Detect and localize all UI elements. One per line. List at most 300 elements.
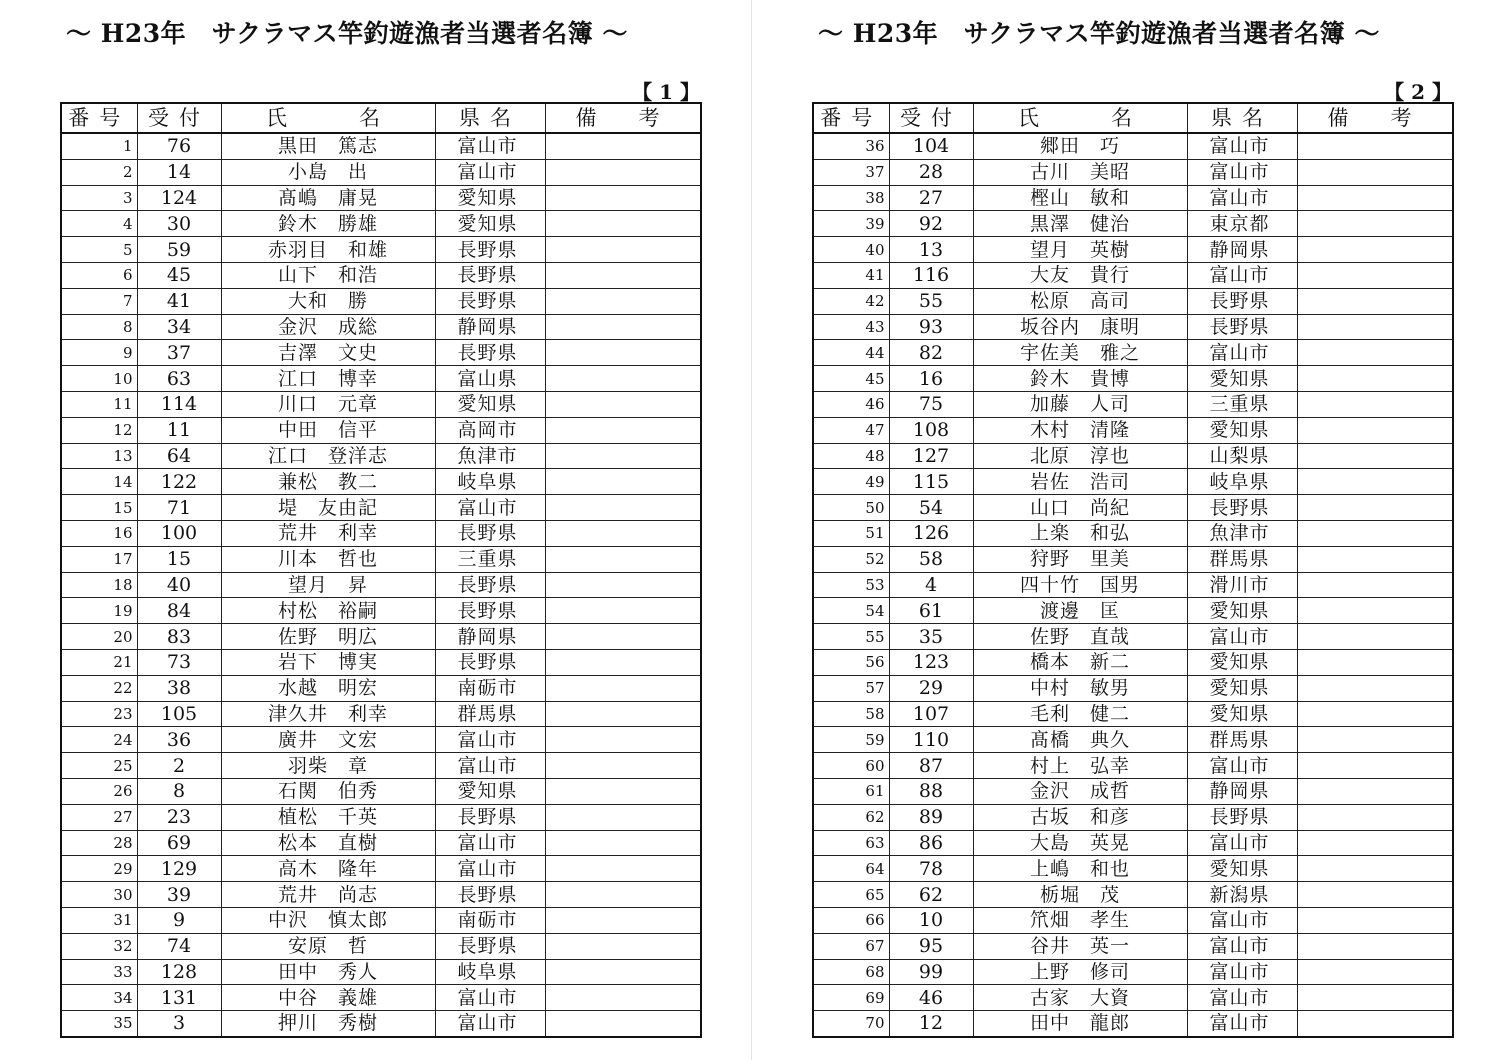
header-reception: 受付 [137,103,221,133]
table-row [61,340,701,366]
prefecture: 富山市 [1187,830,1297,856]
remarks [545,159,701,185]
table-row [61,262,701,288]
person-name: 鈴木 貴博 [973,366,1187,392]
prefecture: 富山市 [1187,1011,1297,1037]
person-name: 岩下 博実 [221,649,435,675]
row-number: 18 [61,572,137,598]
remarks [1297,959,1453,985]
prefecture: 富山市 [435,159,545,185]
prefecture: 長野県 [435,933,545,959]
remarks [545,701,701,727]
table-row [813,314,1453,340]
person-name: 小島 出 [221,159,435,185]
person-name: 村松 裕嗣 [221,598,435,624]
reception-number: 88 [889,778,973,804]
center-fold-line [751,0,752,1060]
remarks [1297,701,1453,727]
table-row [61,701,701,727]
table-row [813,366,1453,392]
prefecture: 富山市 [435,830,545,856]
row-number: 29 [61,856,137,882]
person-name: 川口 元章 [221,391,435,417]
table-row [813,598,1453,624]
person-name: 黒澤 健治 [973,211,1187,237]
person-name: 宇佐美 雅之 [973,340,1187,366]
row-number: 8 [61,314,137,340]
person-name: 羽柴 章 [221,753,435,779]
table-row [813,185,1453,211]
row-number: 5 [61,237,137,263]
header-prefecture: 県名 [1187,103,1297,133]
row-number: 47 [813,417,889,443]
table-row [813,649,1453,675]
table-row [813,1011,1453,1037]
person-name: 望月 昇 [221,572,435,598]
table-row [61,649,701,675]
table-row [813,778,1453,804]
person-name: 谷井 英一 [973,933,1187,959]
table-row [813,417,1453,443]
row-number: 6 [61,262,137,288]
remarks [1297,598,1453,624]
table-row [61,133,701,159]
remarks [545,882,701,908]
page-number: 【 1 】 [632,80,700,104]
table-row [61,288,701,314]
person-name: 赤羽目 和雄 [221,237,435,263]
table-row [61,495,701,521]
prefecture: 愛知県 [435,185,545,211]
prefecture: 長野県 [1187,495,1297,521]
prefecture: 岐阜県 [435,469,545,495]
person-name: 樫山 敏和 [973,185,1187,211]
table-row [61,572,701,598]
row-number: 51 [813,520,889,546]
person-name: 古坂 和彦 [973,804,1187,830]
prefecture: 三重県 [435,546,545,572]
reception-number: 29 [889,675,973,701]
remarks [1297,675,1453,701]
remarks [1297,546,1453,572]
reception-number: 122 [137,469,221,495]
person-name: 荒井 尚志 [221,882,435,908]
row-number: 59 [813,727,889,753]
prefecture: 高岡市 [435,417,545,443]
table-row [61,1011,701,1037]
reception-number: 46 [889,985,973,1011]
remarks [545,211,701,237]
remarks [1297,856,1453,882]
header-remarks: 備 考 [545,103,701,133]
reception-number: 73 [137,649,221,675]
person-name: 望月 英樹 [973,237,1187,263]
person-name: 鈴木 勝雄 [221,211,435,237]
table-row [813,340,1453,366]
prefecture: 長野県 [435,649,545,675]
roster-body [61,133,701,1037]
row-number: 14 [61,469,137,495]
row-number: 43 [813,314,889,340]
reception-number: 131 [137,985,221,1011]
reception-number: 82 [889,340,973,366]
row-number: 37 [813,159,889,185]
prefecture: 富山市 [435,856,545,882]
row-number: 23 [61,701,137,727]
row-number: 41 [813,262,889,288]
prefecture: 富山市 [1187,159,1297,185]
reception-number: 107 [889,701,973,727]
reception-number: 14 [137,159,221,185]
person-name: 吉澤 文史 [221,340,435,366]
person-name: 山下 和浩 [221,262,435,288]
person-name: 狩野 里美 [973,546,1187,572]
reception-number: 114 [137,391,221,417]
table-row [61,675,701,701]
table-row [813,469,1453,495]
remarks [545,649,701,675]
remarks [1297,1011,1453,1037]
reception-number: 129 [137,856,221,882]
prefecture: 長野県 [435,520,545,546]
remarks [1297,933,1453,959]
person-name: 古家 大資 [973,985,1187,1011]
remarks [545,262,701,288]
row-number: 15 [61,495,137,521]
reception-number: 40 [137,572,221,598]
remarks [1297,495,1453,521]
table-row [813,882,1453,908]
remarks [545,288,701,314]
prefecture: 長野県 [435,262,545,288]
table-row [61,882,701,908]
reception-number: 105 [137,701,221,727]
row-number: 52 [813,546,889,572]
remarks [1297,340,1453,366]
prefecture: 岐阜県 [435,959,545,985]
remarks [545,675,701,701]
person-name: 四十竹 国男 [973,572,1187,598]
reception-number: 36 [137,727,221,753]
row-number: 11 [61,391,137,417]
remarks [1297,778,1453,804]
reception-number: 124 [137,185,221,211]
header-name: 氏 名 [973,103,1187,133]
reception-number: 61 [889,598,973,624]
person-name: 髙嶋 庸晃 [221,185,435,211]
table-row [813,933,1453,959]
row-number: 50 [813,495,889,521]
prefecture: 富山市 [435,1011,545,1037]
person-name: 佐野 明広 [221,624,435,650]
prefecture: 富山市 [1187,907,1297,933]
remarks [1297,314,1453,340]
row-number: 67 [813,933,889,959]
person-name: 栃堀 茂 [973,882,1187,908]
table-row [813,804,1453,830]
row-number: 64 [813,856,889,882]
remarks [545,830,701,856]
row-number: 65 [813,882,889,908]
person-name: 江口 登洋志 [221,443,435,469]
person-name: 北原 淳也 [973,443,1187,469]
reception-number: 28 [889,159,973,185]
table-row [813,211,1453,237]
row-number: 70 [813,1011,889,1037]
remarks [545,417,701,443]
reception-number: 8 [137,778,221,804]
prefecture: 愛知県 [1187,701,1297,727]
prefecture: 富山市 [435,727,545,753]
row-number: 21 [61,649,137,675]
prefecture: 魚津市 [435,443,545,469]
prefecture: 新潟県 [1187,882,1297,908]
row-number: 7 [61,288,137,314]
prefecture: 長野県 [435,572,545,598]
table-row [813,262,1453,288]
person-name: 松本 直樹 [221,830,435,856]
remarks [545,856,701,882]
header-number: 番号 [813,103,889,133]
prefecture: 東京都 [1187,211,1297,237]
prefecture: 長野県 [435,340,545,366]
table-row [813,495,1453,521]
person-name: 笊畑 孝生 [973,907,1187,933]
roster-table [60,102,702,1038]
person-name: 渡邊 匡 [973,598,1187,624]
remarks [1297,649,1453,675]
reception-number: 86 [889,830,973,856]
row-number: 26 [61,778,137,804]
person-name: 大島 英晃 [973,830,1187,856]
prefecture: 富山市 [435,753,545,779]
remarks [545,495,701,521]
remarks [545,1011,701,1037]
reception-number: 30 [137,211,221,237]
person-name: 中村 敏男 [973,675,1187,701]
table-row [813,159,1453,185]
row-number: 61 [813,778,889,804]
reception-number: 15 [137,546,221,572]
person-name: 兼松 教二 [221,469,435,495]
row-number: 35 [61,1011,137,1037]
reception-number: 116 [889,262,973,288]
row-number: 31 [61,907,137,933]
person-name: 髙橋 典久 [973,727,1187,753]
reception-number: 59 [137,237,221,263]
reception-number: 16 [889,366,973,392]
prefecture: 愛知県 [435,391,545,417]
table-row [813,907,1453,933]
table-row [61,443,701,469]
prefecture: 愛知県 [1187,366,1297,392]
table-row [813,546,1453,572]
row-number: 57 [813,675,889,701]
person-name: 中沢 慎太郎 [221,907,435,933]
row-number: 24 [61,727,137,753]
reception-number: 74 [137,933,221,959]
prefecture: 富山市 [1187,959,1297,985]
reception-number: 93 [889,314,973,340]
prefecture: 南砺市 [435,907,545,933]
prefecture: 群馬県 [435,701,545,727]
prefecture: 愛知県 [435,211,545,237]
row-number: 56 [813,649,889,675]
person-name: 津久井 利幸 [221,701,435,727]
prefecture: 長野県 [435,237,545,263]
prefecture: 富山市 [435,133,545,159]
row-number: 46 [813,391,889,417]
reception-number: 110 [889,727,973,753]
remarks [545,469,701,495]
prefecture: 長野県 [435,288,545,314]
table-row [61,727,701,753]
table-row [813,753,1453,779]
remarks [1297,985,1453,1011]
remarks [545,443,701,469]
remarks [545,778,701,804]
reception-number: 58 [889,546,973,572]
person-name: 水越 明宏 [221,675,435,701]
remarks [1297,624,1453,650]
reception-number: 62 [889,882,973,908]
person-name: 植松 千英 [221,804,435,830]
table-row [61,469,701,495]
reception-number: 84 [137,598,221,624]
reception-number: 45 [137,262,221,288]
reception-number: 10 [889,907,973,933]
table-row [813,959,1453,985]
roster-body [813,133,1453,1037]
row-number: 19 [61,598,137,624]
remarks [545,237,701,263]
remarks [545,804,701,830]
row-number: 42 [813,288,889,314]
prefecture: 静岡県 [1187,778,1297,804]
row-number: 4 [61,211,137,237]
person-name: 川本 哲也 [221,546,435,572]
header-row [61,103,701,133]
row-number: 48 [813,443,889,469]
row-number: 60 [813,753,889,779]
reception-number: 11 [137,417,221,443]
prefecture: 富山市 [435,495,545,521]
reception-number: 89 [889,804,973,830]
remarks [1297,159,1453,185]
person-name: 金沢 成総 [221,314,435,340]
reception-number: 92 [889,211,973,237]
table-row [61,624,701,650]
remarks [1297,727,1453,753]
person-name: 上楽 和弘 [973,520,1187,546]
table-row [61,598,701,624]
person-name: 田中 秀人 [221,959,435,985]
header-prefecture: 県名 [435,103,545,133]
reception-number: 3 [137,1011,221,1037]
remarks [545,366,701,392]
prefecture: 愛知県 [1187,675,1297,701]
reception-number: 54 [889,495,973,521]
person-name: 上嶋 和也 [973,856,1187,882]
reception-number: 69 [137,830,221,856]
table-row [813,443,1453,469]
reception-number: 127 [889,443,973,469]
prefecture: 富山市 [1187,624,1297,650]
table-row [61,314,701,340]
prefecture: 三重県 [1187,391,1297,417]
row-number: 62 [813,804,889,830]
person-name: 岩佐 浩司 [973,469,1187,495]
prefecture: 愛知県 [435,778,545,804]
row-number: 1 [61,133,137,159]
prefecture: 富山市 [1187,340,1297,366]
reception-number: 37 [137,340,221,366]
table-row [61,933,701,959]
person-name: 加藤 人司 [973,391,1187,417]
remarks [545,959,701,985]
page-title: ～ H23年 サクラマス竿釣遊漁者当選者名簿 ～ [818,19,1380,48]
remarks [1297,804,1453,830]
row-number: 30 [61,882,137,908]
table-row [813,675,1453,701]
reception-number: 34 [137,314,221,340]
row-number: 2 [61,159,137,185]
table-row [61,753,701,779]
row-number: 36 [813,133,889,159]
remarks [1297,572,1453,598]
remarks [1297,262,1453,288]
table-row [813,572,1453,598]
prefecture: 長野県 [435,804,545,830]
remarks [1297,366,1453,392]
row-number: 28 [61,830,137,856]
table-row [813,856,1453,882]
remarks [545,727,701,753]
remarks [545,598,701,624]
prefecture: 富山市 [1187,262,1297,288]
row-number: 49 [813,469,889,495]
prefecture: 富山県 [435,366,545,392]
person-name: 橋本 新二 [973,649,1187,675]
remarks [545,572,701,598]
remarks [545,907,701,933]
reception-number: 87 [889,753,973,779]
row-number: 44 [813,340,889,366]
reception-number: 63 [137,366,221,392]
remarks [1297,830,1453,856]
reception-number: 115 [889,469,973,495]
person-name: 金沢 成哲 [973,778,1187,804]
prefecture: 滑川市 [1187,572,1297,598]
person-name: 毛利 健二 [973,701,1187,727]
person-name: 木村 清隆 [973,417,1187,443]
roster-page-2 [812,0,1452,1060]
remarks [545,985,701,1011]
prefecture: 岐阜県 [1187,469,1297,495]
person-name: 大和 勝 [221,288,435,314]
remarks [545,520,701,546]
page-number: 【 2 】 [1384,80,1452,104]
prefecture: 愛知県 [1187,649,1297,675]
remarks [545,753,701,779]
row-number: 34 [61,985,137,1011]
reception-number: 38 [137,675,221,701]
person-name: 佐野 直哉 [973,624,1187,650]
table-row [813,520,1453,546]
reception-number: 55 [889,288,973,314]
reception-number: 78 [889,856,973,882]
prefecture: 静岡県 [1187,237,1297,263]
